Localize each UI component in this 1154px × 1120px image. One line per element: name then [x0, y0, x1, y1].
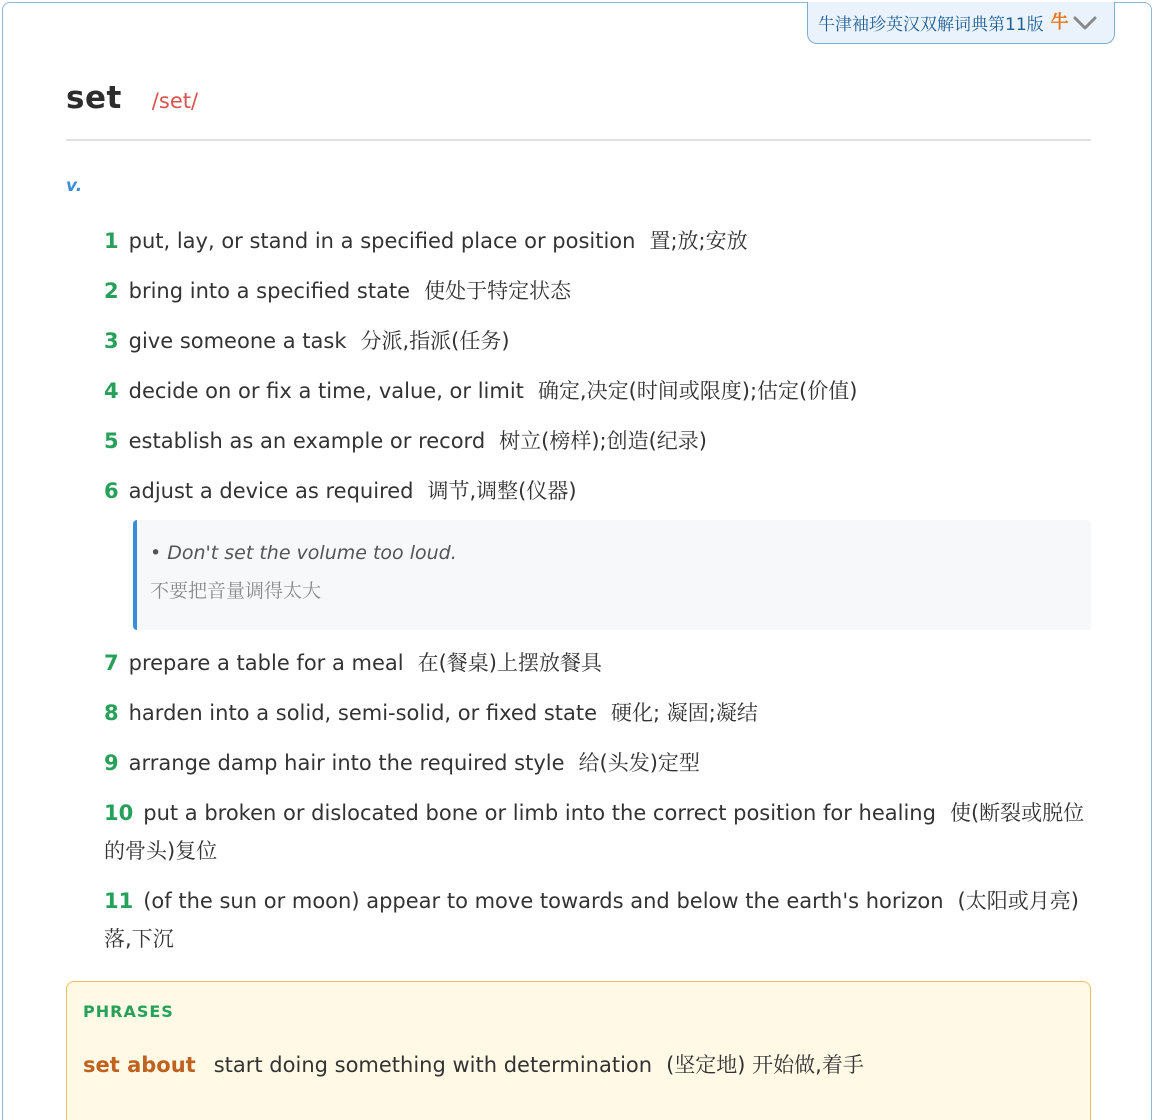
sense-list-b [104, 644, 1094, 970]
sense-definition: (of the sun or moon) appear to move towards and below the earth's horizon [143, 889, 944, 913]
sense-translation: 树立(榜样);创造(纪录) [499, 429, 708, 453]
sense-item [104, 882, 1094, 958]
sense-definition: arrange damp hair into the required style [128, 751, 565, 775]
sense-definition: prepare a table for a meal [128, 651, 404, 675]
sense-definition: put, lay, or stand in a specified place or position [128, 229, 636, 253]
sense-translation: 确定,决定(时间或限度);估定(价值) [537, 379, 858, 403]
dictionary-logo-icon: 牛 [1050, 11, 1069, 33]
sense-number: 3 [104, 329, 119, 353]
sense-item [104, 422, 1094, 460]
phrase-definition: start doing something with determination [213, 1053, 653, 1077]
sense-translation: (太阳或月亮)落,下沉 [104, 889, 1079, 951]
sense-definition: decide on or fix a time, value, or limit [128, 379, 524, 403]
sense-item [104, 644, 1094, 682]
part-of-speech: v. [66, 176, 83, 196]
sense-number: 7 [104, 651, 119, 675]
divider [66, 139, 1091, 141]
phrase-item [83, 1049, 1090, 1079]
sense-item [104, 222, 1094, 260]
sense-list-a [104, 222, 1094, 522]
sense-number: 6 [104, 479, 119, 503]
sense-item [104, 744, 1094, 782]
sense-item [104, 794, 1094, 870]
sense-definition: harden into a solid, semi-solid, or fixed state [128, 701, 598, 725]
sense-translation: 使处于特定状态 [424, 279, 572, 303]
sense-number: 10 [104, 801, 134, 825]
sense-number: 11 [104, 889, 134, 913]
dictionary-selector[interactable] [807, 2, 1115, 44]
sense-number: 4 [104, 379, 119, 403]
sense-definition: establish as an example or record [128, 429, 486, 453]
sense-translation: 使(断裂或脱位的骨头)复位 [104, 801, 1085, 863]
sense-item [104, 272, 1094, 310]
sense-translation: 给(头发)定型 [578, 751, 700, 775]
sense-number: 8 [104, 701, 119, 725]
sense-item [104, 372, 1094, 410]
sense-definition: adjust a device as required [128, 479, 414, 503]
sense-item [104, 472, 1094, 510]
phrases-title: PHRASES [83, 1002, 174, 1021]
sense-translation: 调节,调整(仪器) [427, 479, 577, 503]
headword: set [66, 80, 122, 116]
sense-number: 2 [104, 279, 119, 303]
sense-translation: 在(餐桌)上摆放餐具 [417, 651, 602, 675]
phrases-box [66, 981, 1091, 1120]
sense-number: 1 [104, 229, 119, 253]
phrase-word[interactable]: set about [83, 1053, 196, 1077]
chevron-down-icon[interactable] [1072, 13, 1098, 33]
sense-definition: bring into a specified state [128, 279, 411, 303]
sense-definition: give someone a task [128, 329, 347, 353]
phonetic: /set/ [151, 89, 199, 113]
dictionary-name: 牛津袖珍英汉双解词典第11版 [818, 15, 1044, 35]
sense-item [104, 322, 1094, 360]
sense-item [104, 694, 1094, 732]
sense-number: 5 [104, 429, 119, 453]
headword-row [66, 80, 198, 116]
sense-number: 9 [104, 751, 119, 775]
sense-translation: 硬化; 凝固;凝结 [611, 701, 758, 725]
phrase-translation: (坚定地) 开始做,着手 [666, 1053, 864, 1077]
sense-translation: 分派,指派(任务) [360, 329, 510, 353]
sense-definition: put a broken or dislocated bone or limb into the correct position for healing [143, 801, 936, 825]
example-box [133, 520, 1091, 630]
example-translation: 不要把音量调得太大 [150, 580, 322, 602]
example-sentence: • Don't set the volume too loud. [150, 542, 457, 564]
sense-translation: 置;放;安放 [649, 229, 748, 253]
